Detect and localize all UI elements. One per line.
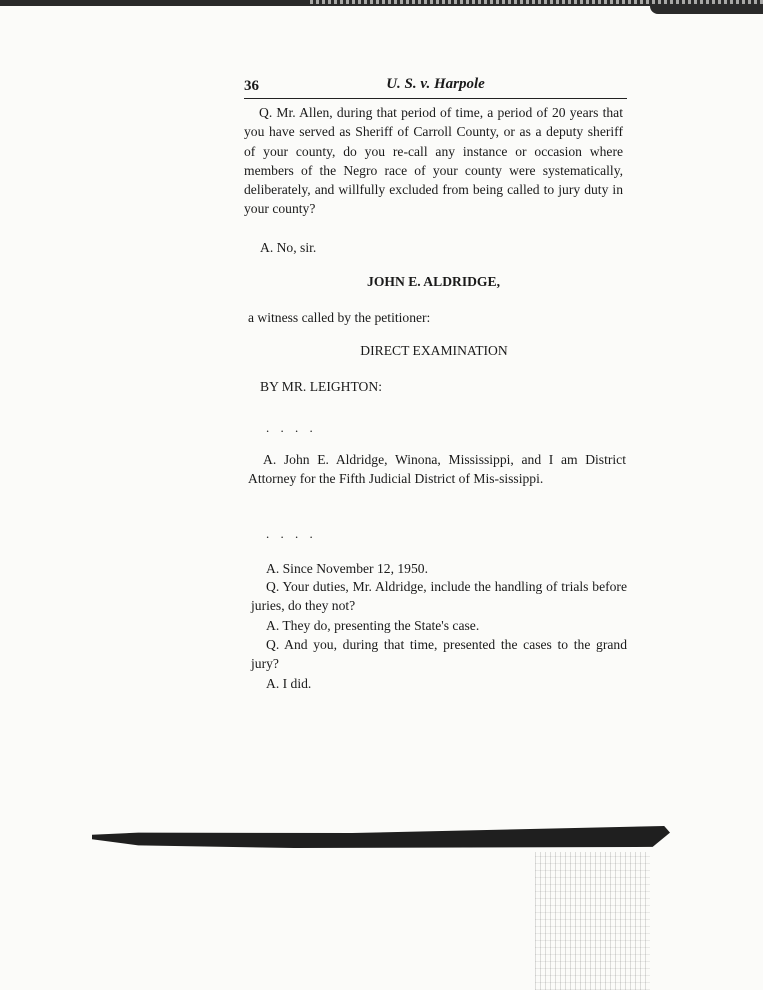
scan-edge-noise xyxy=(310,0,763,4)
answer-1: A. No, sir. xyxy=(260,240,317,255)
scan-edge-corner xyxy=(650,6,763,14)
answer-5: A. I did. xyxy=(266,676,312,691)
question-3: Q. And you, during that time, presented the cases to the grand jury? xyxy=(251,637,627,672)
question-2: Q. Your duties, Mr. Aldridge, include the handling of trials before juries, do they not? xyxy=(251,579,627,614)
examination-heading: DIRECT EXAMINATION xyxy=(360,343,508,358)
answer-4: A. They do, presenting the State's case. xyxy=(266,618,480,633)
page-number: 36 xyxy=(244,78,259,94)
running-title: U. S. v. Harpole xyxy=(386,76,485,92)
scan-noise-patch xyxy=(535,852,650,990)
answer-2: A. John E. Aldridge, Winona, Mississippi, and I am District Attorney for the Fifth Judicial District of Mis-sissippi. xyxy=(248,452,626,487)
witness-intro: a witness called by the petitioner: xyxy=(248,310,431,325)
witness-name: JOHN E. ALDRIDGE, xyxy=(367,274,500,289)
omission-ellipsis: . . . . xyxy=(266,526,317,541)
answer-3: A. Since November 12, 1950. xyxy=(266,561,428,576)
running-head xyxy=(244,76,627,99)
scan-edge-bottom xyxy=(92,826,670,848)
omission-ellipsis: . . . . xyxy=(266,420,317,435)
examiner-line: BY MR. LEIGHTON: xyxy=(260,379,382,394)
question-1: Q. Mr. Allen, during that period of time, a period of 20 years that you have served as Sheriff of Carroll County, or as a deputy sheriff of your county, do you re-call any instance or occasion where members of the Negro race of your county were systematically, deliberately, and willfully excluded from being called to jury duty in your county? xyxy=(244,105,623,217)
